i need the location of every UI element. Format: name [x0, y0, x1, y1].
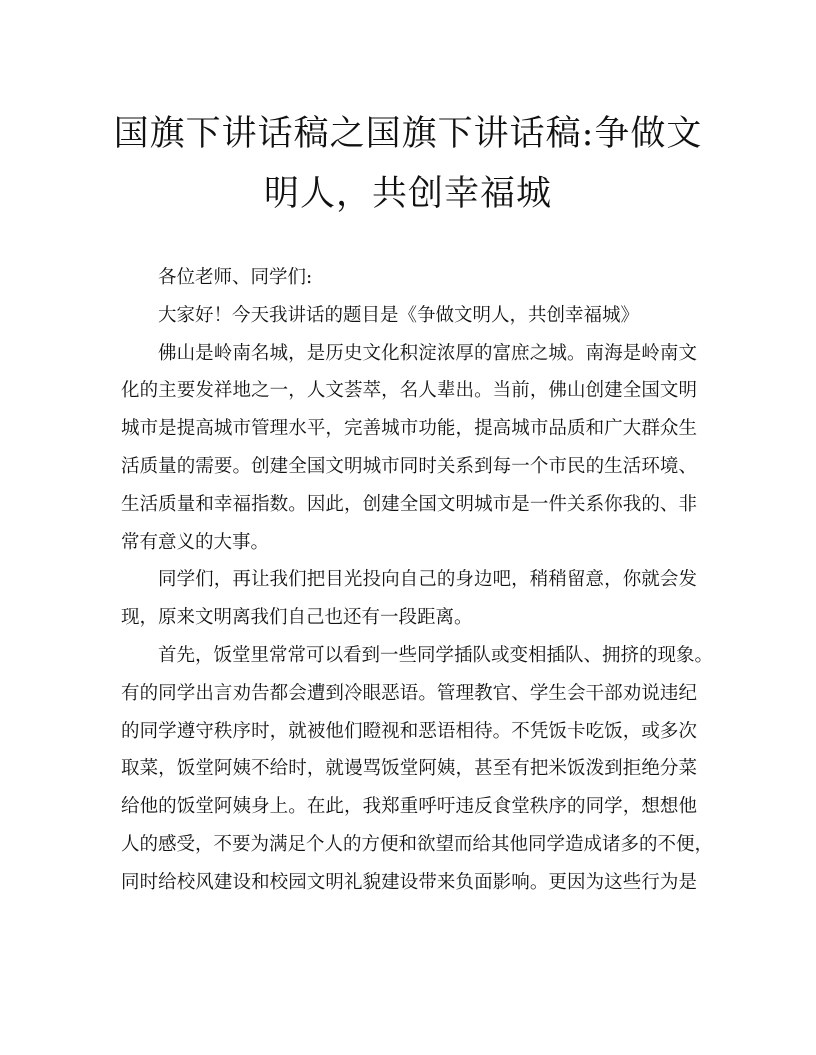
paragraph-3-line: 取菜，饭堂阿姨不给时，就谩骂饭堂阿姨，甚至有把米饭泼到拒绝分菜 — [121, 758, 697, 780]
paragraph-3-line: 首先，饭堂里常常可以看到一些同学插队或变相插队、拥挤的现象。 — [158, 644, 714, 666]
document-body — [121, 259, 714, 902]
paragraph-3-line: 的同学遵守秩序时，就被他们瞪视和恶语相待。不凭饭卡吃饭，或多次 — [121, 720, 697, 742]
paragraph-1 — [121, 335, 697, 562]
paragraph-1-line: 城市是提高城市管理水平，完善城市功能，提高城市品质和广大群众生 — [121, 418, 697, 440]
paragraph-1-line: 化的主要发祥地之一，人文荟萃，名人辈出。当前，佛山创建全国文明 — [121, 380, 697, 402]
paragraph-1-line: 活质量的需要。创建全国文明城市同时关系到每一个市民的生活环境、 — [121, 455, 697, 477]
paragraph-3-line: 人的感受，不要为满足个人的方便和欲望而给其他同学造成诸多的不便， — [121, 833, 714, 855]
paragraph-1-line: 常有意义的大事。 — [121, 531, 270, 553]
paragraph-3-line: 有的同学出言劝告都会遭到冷眼恶语。管理教官、学生会干部劝说违纪 — [121, 682, 697, 704]
paragraph-2 — [121, 561, 697, 637]
document-title — [110, 104, 706, 224]
paragraph-3-line: 同时给校风建设和校园文明礼貌建设带来负面影响。更因为这些行为是 — [121, 871, 697, 893]
paragraph-2-line: 现，原来文明离我们自己也还有一段距离。 — [121, 607, 473, 629]
salutation: 各位老师、同学们: — [158, 267, 313, 288]
paragraph-3 — [121, 637, 714, 902]
title-line-2: 明人，共创幸福城 — [263, 174, 552, 214]
paragraph-1-line: 佛山是岭南名城，是历史文化积淀浓厚的富庶之城。南海是岭南文 — [158, 342, 697, 364]
title-line-1: 国旗下讲话稿之国旗下讲话稿:争做文 — [113, 114, 703, 154]
greeting: 大家好！今天我讲话的题目是《争做文明人，共创幸福城》 — [158, 304, 640, 326]
paragraph-3-line: 给他的饭堂阿姨身上。在此，我郑重呼吁违反食堂秩序的同学，想想他 — [121, 796, 697, 818]
paragraph-1-line: 生活质量和幸福指数。因此，创建全国文明城市是一件关系你我的、非 — [121, 493, 697, 515]
paragraph-2-line: 同学们，再让我们把目光投向自己的身边吧，稍稍留意，你就会发 — [158, 569, 697, 591]
